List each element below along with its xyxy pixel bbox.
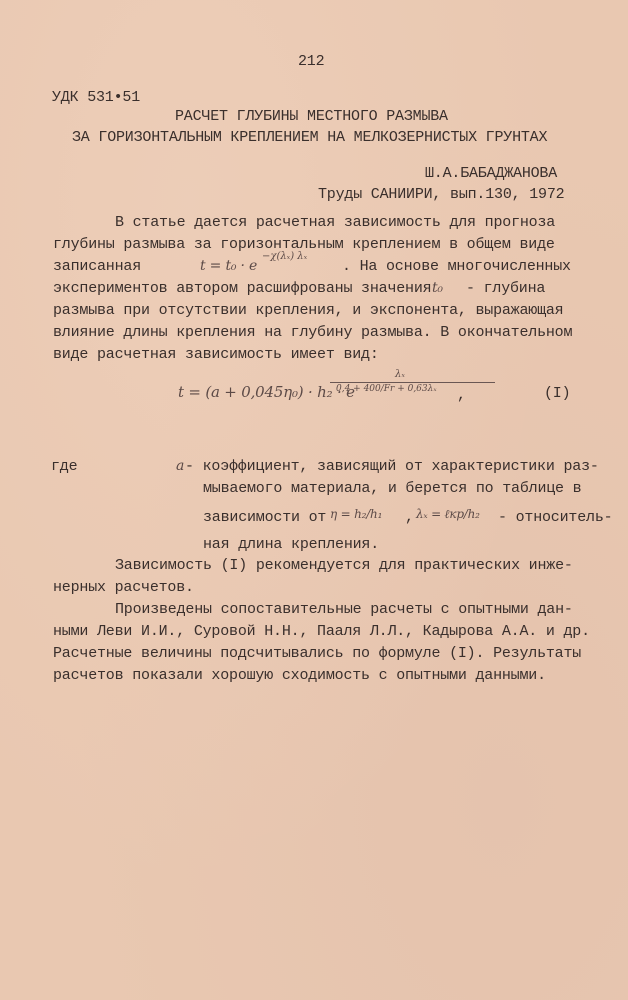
source-citation: Труды САНИИРИ, вып.130, 1972: [318, 186, 565, 203]
paragraph-1-line-7: виде расчетная зависимость имеет вид:: [53, 346, 379, 363]
paragraph-1-line-4b: - глубина: [466, 280, 546, 297]
paragraph-1-line-2: глубины размыва за горизонтальным креплением в общем виде: [53, 236, 555, 253]
where-line-1: - коэффициент, зависящий от характеристики раз-: [185, 458, 599, 475]
equation-exponent-numerator: λₓ: [395, 369, 405, 380]
paragraph-2-line-1: Зависимость (I) рекомендуется для практических инже-: [115, 557, 573, 574]
paragraph-1-line-3b: . На основе многочисленных: [342, 258, 571, 275]
where-keyword: где: [51, 458, 78, 475]
paragraph-1-line-3a: записанная: [53, 258, 142, 275]
symbol-t0: t₀: [432, 280, 443, 296]
equation-label: (I): [544, 385, 571, 402]
inline-formula-general: t = t₀ · e: [200, 258, 258, 274]
paragraph-1-line-1: В статье дается расчетная зависимость для прогноза: [115, 214, 556, 231]
equation-comma: ,: [457, 387, 466, 404]
paragraph-3-line-1: Произведены сопоставительные расчеты с опытными дан-: [115, 601, 573, 618]
paragraph-1-line-6: влияние длины крепления на глубину размыва. В окончательном: [53, 324, 573, 341]
equation-main: t = (a + 0,045η₀) · h₂ · e: [178, 383, 355, 401]
udk-code: УДК 531•51: [52, 89, 141, 106]
paragraph-1-line-5: размыва при отсутствии крепления, и экспонента, выражающая: [53, 302, 564, 319]
inline-formula-exponent: −χ(λₓ) λₓ: [262, 251, 308, 262]
where-line-2: мываемого материала, и берется по таблице в: [203, 480, 582, 497]
title-line-1: РАСЧЕТ ГЛУБИНЫ МЕСТНОГО РАЗМЫВА: [175, 108, 448, 125]
formula-eta: η = h₂/h₁: [330, 507, 383, 521]
formula-separator: ,: [405, 509, 414, 526]
where-line-4: ная длина крепления.: [203, 536, 380, 553]
symbol-a: a: [176, 458, 185, 474]
where-line-3b: - относитель-: [498, 509, 613, 526]
where-line-3a: зависимости от: [203, 509, 327, 526]
page-number: 212: [298, 53, 325, 70]
equation-fraction-bar: [330, 382, 495, 383]
formula-lambda: λₓ = ℓкр/h₂: [416, 507, 480, 521]
paragraph-1-line-4a: экспериментов автором расшифрованы значения: [53, 280, 432, 297]
paragraph-2-line-2: нерных расчетов.: [53, 579, 194, 596]
title-line-2: ЗА ГОРИЗОНТАЛЬНЫМ КРЕПЛЕНИЕМ НА МЕЛКОЗЕРНИСТЫХ ГРУНТАХ: [72, 129, 548, 146]
paragraph-3-line-4: расчетов показали хорошую сходимость с опытными данными.: [53, 667, 546, 684]
paragraph-3-line-3: Расчетные величины подсчитывались по формуле (I). Результаты: [53, 645, 582, 662]
author: Ш.А.БАБАДЖАНОВА: [425, 165, 558, 182]
paragraph-3-line-2: ными Леви И.И., Суровой Н.Н., Пааля Л.Л., Кадырова А.А. и др.: [53, 623, 590, 640]
equation-exponent-denominator: 0,4 + 400/Fr + 0,63λₓ: [336, 384, 437, 394]
